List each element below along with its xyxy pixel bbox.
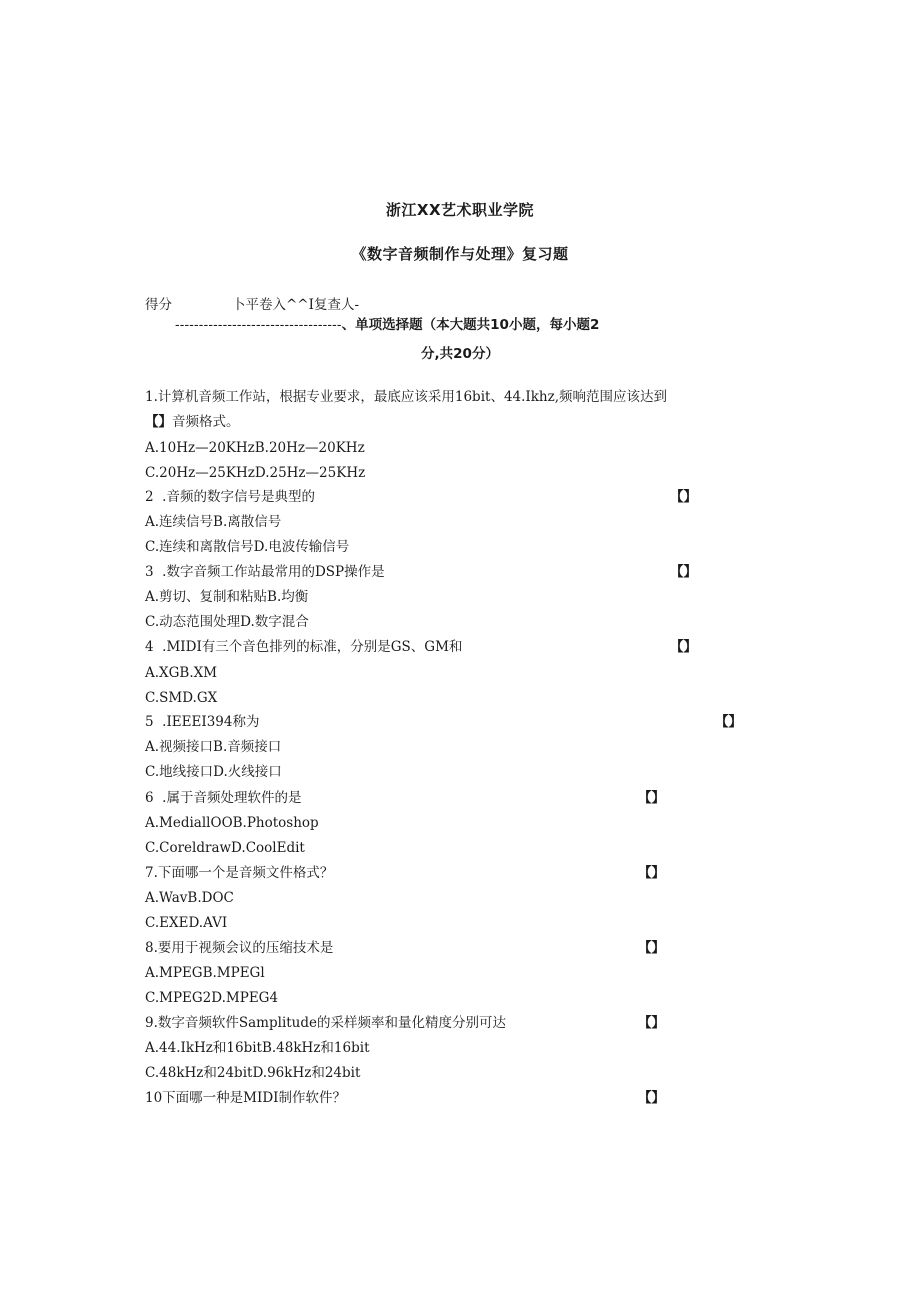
answer-bracket: 【】 bbox=[145, 414, 172, 430]
question-6-option-ab: A.MediallOOB.Photoshop bbox=[145, 815, 319, 831]
question-5-stem: 5 .IEEEI394称为 bbox=[145, 714, 260, 730]
score-row bbox=[145, 296, 360, 314]
question-2-stem: 2 .音频的数字信号是典型的 bbox=[145, 489, 315, 505]
question-5-option-cd: C.地线接口D.火线接口 bbox=[145, 764, 282, 780]
question-4-option-ab: A.XGB.XM bbox=[145, 665, 218, 681]
question-3-option-cd: C.动态范围处理D.数字混合 bbox=[145, 614, 309, 630]
question-6-option-cd: C.CoreldrawD.CoolEdit bbox=[145, 840, 305, 856]
section-heading-line1: 、单项选择题（本大题共10小题，每小题2 bbox=[341, 317, 600, 333]
question-4-bracket: 【】 bbox=[670, 639, 697, 655]
question-8-option-cd: C.MPEG2D.MPEG4 bbox=[145, 990, 279, 1006]
question-6-bracket: 【】 bbox=[638, 790, 665, 806]
question-3-option-ab: A.剪切、复制和粘贴B.均衡 bbox=[145, 589, 309, 605]
question-1-stem-line2: 音频格式。 bbox=[172, 414, 240, 430]
question-10-stem: 10下面哪一种是MIDI制作软件？ bbox=[145, 1090, 346, 1106]
reviewer-text: 卜平卷入^^I复查人‐ bbox=[232, 297, 360, 313]
section-heading bbox=[175, 316, 599, 334]
question-6-stem: 6 .属于音频处理软件的是 bbox=[145, 790, 302, 806]
question-8-option-ab: A.MPEGB.MPEGl bbox=[145, 965, 265, 981]
question-1-option-ab: A.10Hz—20KHzB.20Hz—20KHz bbox=[145, 440, 365, 456]
question-4-stem: 4 .MIDI有三个音色排列的标准，分别是GS、GM和 bbox=[145, 639, 463, 655]
question-1-option-cd: C.20Hz—25KHzD.25Hz—25KHz bbox=[145, 465, 366, 481]
question-4-option-cd: C.SMD.GX bbox=[145, 690, 218, 706]
question-2-option-cd: C.连续和离散信号D.电波传输信号 bbox=[145, 539, 350, 555]
question-5-bracket: 【】 bbox=[715, 714, 742, 730]
question-10-bracket: 【】 bbox=[638, 1090, 665, 1106]
question-9-stem: 9.数字音频软件Samplitude的采样频率和量化精度分别可达 bbox=[145, 1015, 507, 1031]
question-7-bracket: 【】 bbox=[638, 865, 665, 881]
question-3-bracket: 【】 bbox=[670, 564, 697, 580]
question-9-bracket: 【】 bbox=[638, 1015, 665, 1031]
question-7-option-ab: A.WavB.DOC bbox=[145, 890, 234, 906]
question-7-stem: 7.下面哪一个是音频文件格式？ bbox=[145, 865, 334, 881]
question-5-option-ab: A.视频接口B.音频接口 bbox=[145, 739, 282, 755]
question-3-stem: 3 .数字音频工作站最常用的DSP操作是 bbox=[145, 564, 385, 580]
question-9-option-cd: C.48kHz和24bitD.96kHz和24bit bbox=[145, 1065, 361, 1081]
question-1-stem-line1: 1.计算机音频工作站，根据专业要求，最底应该采用16bit、44.Ikhz,频响范围应该达到 bbox=[145, 389, 668, 405]
question-2-option-ab: A.连续信号B.离散信号 bbox=[145, 514, 282, 530]
question-8-bracket: 【】 bbox=[638, 940, 665, 956]
section-dashes: ----------------------------------- bbox=[175, 317, 342, 333]
institution-title: 浙江XX艺术职业学院 bbox=[385, 201, 535, 219]
question-2-bracket: 【】 bbox=[670, 489, 697, 505]
question-9-option-ab: A.44.IkHz和16bitB.48kHz和16bit bbox=[145, 1040, 370, 1056]
question-7-option-cd: C.EXED.AVI bbox=[145, 915, 228, 931]
score-label: 得分 bbox=[145, 297, 172, 313]
question-1-stem-line2-row bbox=[145, 413, 240, 431]
exam-title: 《数字音频制作与处理》复习题 bbox=[351, 245, 569, 263]
section-heading-line2: 分,共20分） bbox=[421, 346, 499, 362]
question-8-stem: 8.要用于视频会议的压缩技术是 bbox=[145, 940, 334, 956]
